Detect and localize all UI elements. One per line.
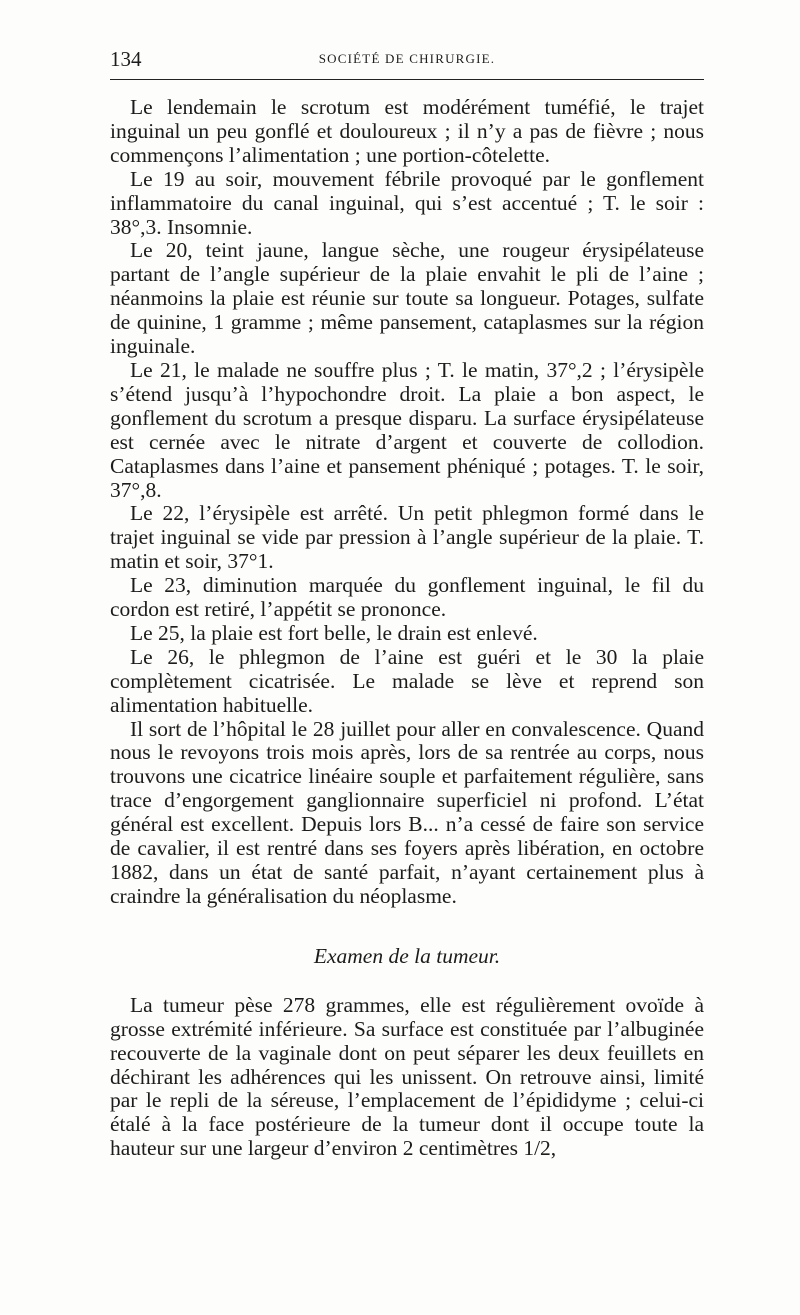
paragraph: Le 20, teint jaune, langue sèche, une rougeur érysipélateuse partant de l’angle supérieur de la plaie envahit le pli de l’aine ; néanmoins la plaie est réunie sur toute sa longueur. Potages, sulfate de quinine, 1 gramme ; même pansement, cataplasmes sur la région inguinale. — [110, 238, 704, 359]
paragraph: Le lendemain le scrotum est modérément tuméfié, le trajet inguinal un peu gonflé et douloureux ; il n’y a pas de fièvre ; nous commençons l’alimentation ; une portion-côtelette. — [110, 95, 704, 167]
paragraph: Le 19 au soir, mouvement fébrile provoqué par le gonflement inflammatoire du canal inguinal, qui s’est accentué ; T. le soir : 38°,3. Insomnie. — [110, 166, 704, 239]
section-title: Examen de la tumeur. — [313, 943, 501, 968]
running-title: SOCIÉTÉ DE CHIRURGIE. — [318, 51, 496, 66]
header-rule — [110, 79, 704, 80]
paragraph: Il sort de l’hôpital le 28 juillet pour aller en convalescence. Quand nous le revoyons trois mois après, lors de sa rentrée au corps, nous trouvons une cicatrice linéaire souple et parfaitement régulière, sans trace d’engorgement ganglionnaire superficiel ni profond. L’état général est excellent. Depuis lors B... n’a cessé de faire son service de cavalier, il est rentré dans ses foyers après libération, en octobre 1882, dans un état de santé parfait, n’ayant certainement plus à craindre la généralisation du néoplasme. — [110, 716, 704, 908]
paragraph: Le 25, la plaie est fort belle, le drain est enlevé. — [130, 620, 538, 645]
page-number: 134 — [110, 47, 142, 71]
paragraph: Le 23, diminution marquée du gonflement inguinal, le fil du cordon est retiré, l’appétit se prononce. — [110, 573, 704, 622]
paragraph: Le 22, l’érysipèle est arrêté. Un petit phlegmon formé dans le trajet inguinal se vide par pression à l’angle supérieur de la plaie. T. matin et soir, 37°1. — [110, 501, 704, 574]
body-text — [110, 96, 704, 1161]
paragraph: La tumeur pèse 278 grammes, elle est régulièrement ovoïde à grosse extrémité inférieure. Sa surface est constituée par l’albuginée recouverte de la vaginale dont on peut séparer les deux feuillets en déchirant les adhérences qui les unissent. On retrouve ainsi, limité par le repli de la séreuse, l’emplacement de l’épididyme ; celui-ci étalé à la face postérieure de la tumeur dont il occupe toute la hauteur sur une largeur d’environ 2 centimètres 1/2, — [110, 992, 704, 1161]
paragraph: Le 21, le malade ne souffre plus ; T. le matin, 37°,2 ; l’érysipèle s’étend jusqu’à l’hypochondre droit. La plaie a bon aspect, le gonflement du scrotum a presque disparu. La surface érysipélateuse est cernée avec le nitrate d’argent et couverte de collodion. Cataplasmes dans l’aine et pansement phéniqué ; potages. T. le soir, 37°,8. — [110, 357, 704, 502]
page-header — [110, 47, 704, 71]
paragraph: Le 26, le phlegmon de l’aine est guéri et le 30 la plaie complètement cicatrisée. Le malade se lève et reprend son alimentation habituelle. — [110, 644, 704, 717]
